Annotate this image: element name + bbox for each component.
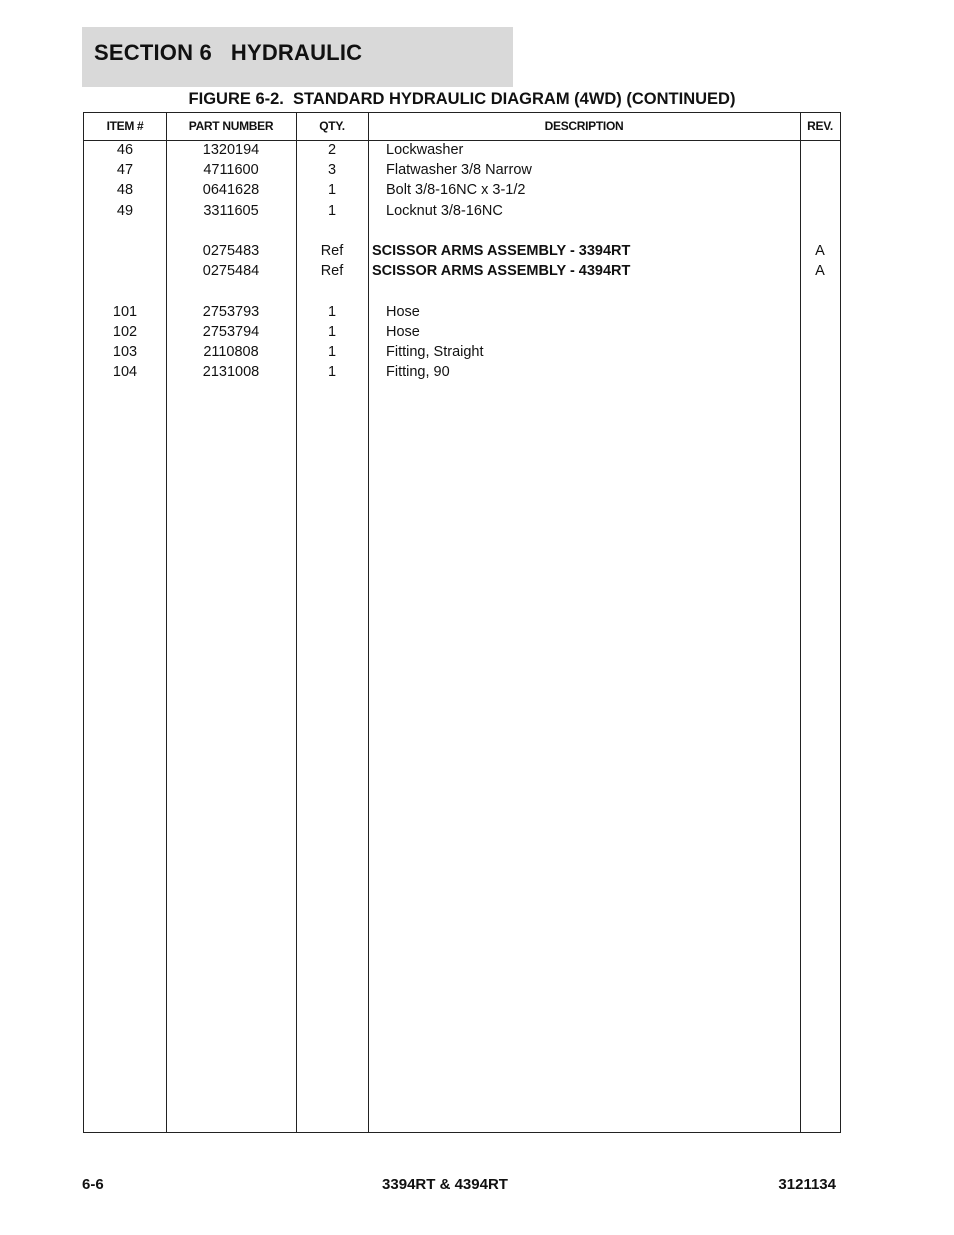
description-cell: SCISSOR ARMS ASSEMBLY - 4394RT (372, 263, 631, 280)
figure-title: FIGURE 6-2. STANDARD HYDRAULIC DIAGRAM (4WD) (CONTINUED) (188, 90, 736, 108)
qty-cell: 1 (327, 364, 337, 381)
column-header-part-number: PART NUMBER (188, 119, 274, 133)
description-cell: Locknut 3/8-16NC (386, 202, 503, 219)
part-number-cell: 1320194 (202, 142, 260, 158)
table-row (84, 241, 840, 261)
qty-cell: 1 (327, 323, 337, 340)
table-row (84, 160, 840, 180)
description-cell: Flatwasher 3/8 Narrow (386, 162, 532, 179)
part-number-cell: 2753793 (202, 303, 260, 320)
column-header-description: DESCRIPTION (544, 119, 624, 133)
section-title: SECTION 6 HYDRAULIC (94, 40, 363, 65)
document-number: 3121134 (778, 1176, 836, 1193)
description-cell: Hose (386, 303, 420, 320)
item-cell: 102 (112, 323, 138, 340)
rev-cell (800, 160, 840, 180)
table-row (84, 180, 840, 200)
description-cell: Lockwasher (386, 142, 464, 158)
item-cell: 47 (116, 162, 134, 179)
rev-cell (800, 302, 840, 322)
table-row (84, 201, 840, 221)
table-body (84, 140, 840, 382)
part-number-cell: 4711600 (203, 162, 259, 179)
item-cell (84, 241, 166, 261)
column-header-item: ITEM # (106, 119, 144, 133)
rev-cell: A (815, 263, 825, 280)
qty-cell: Ref (320, 243, 344, 260)
item-cell (84, 261, 166, 281)
item-cell: 49 (116, 202, 134, 219)
table-row (84, 322, 840, 342)
table-row (84, 261, 840, 281)
rev-cell (800, 322, 840, 342)
item-cell: 101 (112, 303, 138, 320)
model-numbers: 3394RT & 4394RT (382, 1176, 508, 1193)
qty-cell: 1 (327, 202, 337, 219)
item-cell: 103 (112, 344, 138, 361)
qty-cell: 1 (327, 303, 337, 320)
table-row (84, 362, 840, 382)
rev-cell (800, 140, 840, 160)
page-number: 6-6 (82, 1176, 104, 1193)
table-row (84, 302, 840, 322)
table-row (84, 140, 840, 160)
table-spacer-row (84, 281, 840, 301)
description-cell: Fitting, 90 (386, 364, 450, 381)
description-cell: Hose (386, 323, 420, 340)
column-header-rev: REV. (807, 119, 833, 133)
part-number-cell: 2131008 (202, 364, 260, 381)
qty-cell: 1 (327, 182, 337, 199)
qty-cell: 1 (327, 344, 337, 361)
rev-cell (800, 201, 840, 221)
qty-cell: 3 (327, 162, 337, 179)
part-number-cell: 0275484 (202, 263, 260, 280)
rev-cell: A (815, 243, 825, 260)
item-cell: 48 (116, 182, 134, 199)
description-cell: SCISSOR ARMS ASSEMBLY - 3394RT (372, 243, 631, 260)
part-number-cell: 2753794 (202, 323, 260, 340)
part-number-cell: 0641628 (202, 182, 260, 199)
qty-cell: 2 (327, 142, 337, 158)
item-cell: 104 (112, 364, 138, 381)
section-header (82, 27, 513, 87)
part-number-cell: 2110808 (203, 344, 259, 361)
table-row (84, 342, 840, 362)
table-spacer-row (84, 221, 840, 241)
part-number-cell: 0275483 (202, 243, 260, 260)
item-cell: 46 (116, 142, 134, 158)
rev-cell (800, 342, 840, 362)
rev-cell (800, 362, 840, 382)
description-cell: Bolt 3/8-16NC x 3-1/2 (386, 182, 526, 199)
parts-table (83, 112, 841, 1133)
description-cell: Fitting, Straight (386, 344, 484, 361)
column-header-qty: QTY. (319, 119, 345, 133)
part-number-cell: 3311605 (203, 202, 259, 219)
rev-cell (800, 180, 840, 200)
qty-cell: Ref (320, 263, 344, 280)
